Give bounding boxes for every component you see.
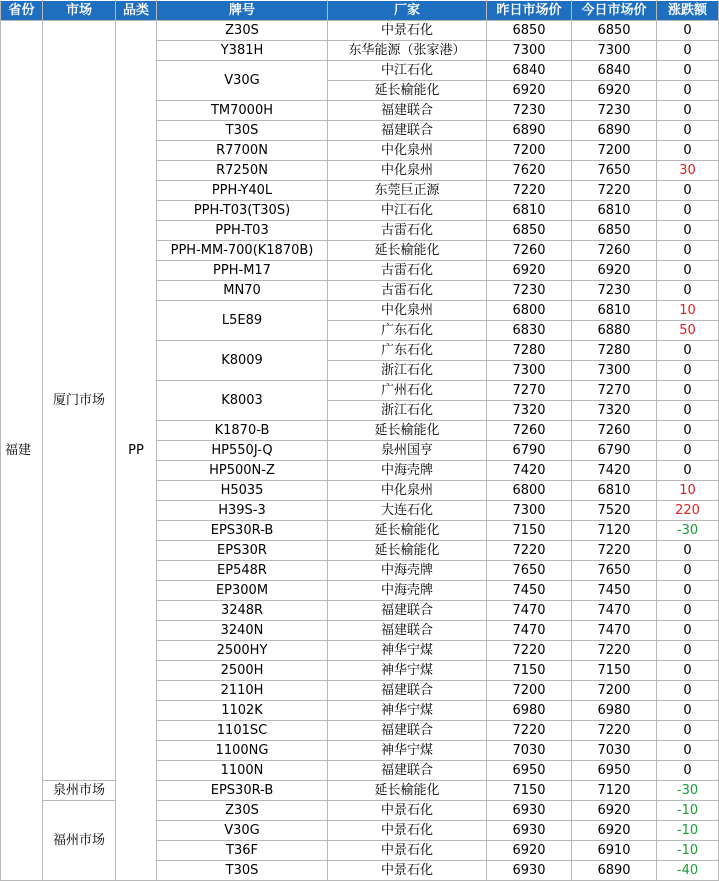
table-row	[1, 781, 719, 801]
change-cell: 0	[657, 401, 719, 421]
change-cell: 0	[657, 121, 719, 141]
grade-cell: EPS30R-B	[157, 781, 328, 801]
header-today-price: 今日市场价	[572, 1, 657, 21]
grade-cell: PPH-T03(T30S)	[157, 201, 328, 221]
grade-cell: T30S	[157, 861, 328, 881]
maker-cell: 古雷石化	[328, 221, 487, 241]
grade-cell: EPS30R-B	[157, 521, 328, 541]
today-price-cell: 7220	[572, 181, 657, 201]
grade-cell: R7250N	[157, 161, 328, 181]
maker-cell: 延长榆能化	[328, 521, 487, 541]
prev-price-cell: 6850	[487, 221, 572, 241]
change-cell: 0	[657, 381, 719, 401]
today-price-cell: 7230	[572, 101, 657, 121]
prev-price-cell: 7320	[487, 401, 572, 421]
prev-price-cell: 7300	[487, 501, 572, 521]
maker-cell: 东莞巨正源	[328, 181, 487, 201]
prev-price-cell: 7420	[487, 461, 572, 481]
change-cell: 0	[657, 21, 719, 41]
today-price-cell: 6980	[572, 701, 657, 721]
today-price-cell: 7030	[572, 741, 657, 761]
grade-cell: 2500H	[157, 661, 328, 681]
maker-cell: 福建联合	[328, 101, 487, 121]
change-cell: 0	[657, 641, 719, 661]
today-price-cell: 6920	[572, 801, 657, 821]
change-cell: 0	[657, 741, 719, 761]
today-price-cell: 6850	[572, 221, 657, 241]
maker-cell: 浙江石化	[328, 401, 487, 421]
change-cell: 30	[657, 161, 719, 181]
prev-price-cell: 6790	[487, 441, 572, 461]
today-price-cell: 7120	[572, 521, 657, 541]
header-category: 品类	[116, 1, 157, 21]
maker-cell: 中海壳牌	[328, 581, 487, 601]
maker-cell: 神华宁煤	[328, 641, 487, 661]
today-price-cell: 6840	[572, 61, 657, 81]
grade-cell: K8003	[157, 381, 328, 421]
change-cell: 10	[657, 301, 719, 321]
header-province: 省份	[1, 1, 43, 21]
prev-price-cell: 7200	[487, 141, 572, 161]
maker-cell: 福建联合	[328, 121, 487, 141]
prev-price-cell: 7650	[487, 561, 572, 581]
today-price-cell: 6910	[572, 841, 657, 861]
grade-cell: HP550J-Q	[157, 441, 328, 461]
today-price-cell: 7300	[572, 41, 657, 61]
change-cell: 0	[657, 461, 719, 481]
prev-price-cell: 7150	[487, 521, 572, 541]
grade-cell: 1100N	[157, 761, 328, 781]
prev-price-cell: 6810	[487, 201, 572, 221]
grade-cell: PPH-M17	[157, 261, 328, 281]
prev-price-cell: 7220	[487, 721, 572, 741]
today-price-cell: 6920	[572, 81, 657, 101]
change-cell: 0	[657, 181, 719, 201]
today-price-cell: 6810	[572, 481, 657, 501]
grade-cell: EP548R	[157, 561, 328, 581]
prev-price-cell: 7220	[487, 641, 572, 661]
prev-price-cell: 6930	[487, 801, 572, 821]
prev-price-cell: 7470	[487, 601, 572, 621]
grade-cell: EP300M	[157, 581, 328, 601]
header-grade: 牌号	[157, 1, 328, 21]
change-cell: 0	[657, 241, 719, 261]
change-cell: 0	[657, 721, 719, 741]
change-cell: 50	[657, 321, 719, 341]
category-cell: PP	[116, 21, 157, 881]
prev-price-cell: 6920	[487, 841, 572, 861]
maker-cell: 中海壳牌	[328, 461, 487, 481]
change-cell: 0	[657, 201, 719, 221]
change-cell: 0	[657, 601, 719, 621]
grade-cell: 3248R	[157, 601, 328, 621]
maker-cell: 中江石化	[328, 201, 487, 221]
today-price-cell: 6890	[572, 861, 657, 881]
prev-price-cell: 7450	[487, 581, 572, 601]
table-row	[1, 21, 719, 41]
prev-price-cell: 6930	[487, 821, 572, 841]
header-row	[1, 1, 719, 21]
maker-cell: 延长榆能化	[328, 241, 487, 261]
today-price-cell: 6790	[572, 441, 657, 461]
maker-cell: 延长榆能化	[328, 781, 487, 801]
maker-cell: 中化泉州	[328, 481, 487, 501]
maker-cell: 东华能源（张家港）	[328, 41, 487, 61]
grade-cell: PPH-T03	[157, 221, 328, 241]
grade-cell: T36F	[157, 841, 328, 861]
change-cell: -10	[657, 821, 719, 841]
header-change: 涨跌额	[657, 1, 719, 21]
maker-cell: 中景石化	[328, 821, 487, 841]
maker-cell: 中化泉州	[328, 301, 487, 321]
today-price-cell: 7200	[572, 141, 657, 161]
change-cell: 0	[657, 141, 719, 161]
today-price-cell: 7260	[572, 421, 657, 441]
change-cell: 0	[657, 441, 719, 461]
grade-cell: V30G	[157, 61, 328, 101]
today-price-cell: 7220	[572, 541, 657, 561]
prev-price-cell: 6920	[487, 81, 572, 101]
prev-price-cell: 6800	[487, 301, 572, 321]
maker-cell: 中化泉州	[328, 141, 487, 161]
grade-cell: 2110H	[157, 681, 328, 701]
maker-cell: 神华宁煤	[328, 701, 487, 721]
prev-price-cell: 7150	[487, 661, 572, 681]
grade-cell: T30S	[157, 121, 328, 141]
prev-price-cell: 7260	[487, 241, 572, 261]
today-price-cell: 7280	[572, 341, 657, 361]
today-price-cell: 7650	[572, 161, 657, 181]
today-price-cell: 6920	[572, 261, 657, 281]
maker-cell: 延长榆能化	[328, 541, 487, 561]
maker-cell: 中景石化	[328, 21, 487, 41]
today-price-cell: 6920	[572, 821, 657, 841]
today-price-cell: 7220	[572, 641, 657, 661]
change-cell: 0	[657, 281, 719, 301]
header-prev-price: 昨日市场价	[487, 1, 572, 21]
today-price-cell: 7260	[572, 241, 657, 261]
change-cell: 0	[657, 81, 719, 101]
grade-cell: V30G	[157, 821, 328, 841]
maker-cell: 古雷石化	[328, 281, 487, 301]
grade-cell: R7700N	[157, 141, 328, 161]
maker-cell: 神华宁煤	[328, 661, 487, 681]
change-cell: -10	[657, 841, 719, 861]
today-price-cell: 6810	[572, 301, 657, 321]
prev-price-cell: 7230	[487, 281, 572, 301]
prev-price-cell: 7300	[487, 41, 572, 61]
prev-price-cell: 7620	[487, 161, 572, 181]
grade-cell: 2500HY	[157, 641, 328, 661]
change-cell: 0	[657, 681, 719, 701]
today-price-cell: 6850	[572, 21, 657, 41]
today-price-cell: 7120	[572, 781, 657, 801]
prev-price-cell: 6830	[487, 321, 572, 341]
today-price-cell: 6810	[572, 201, 657, 221]
table-row	[1, 801, 719, 821]
grade-cell: H5035	[157, 481, 328, 501]
change-cell: 0	[657, 341, 719, 361]
maker-cell: 延长榆能化	[328, 421, 487, 441]
change-cell: -30	[657, 781, 719, 801]
today-price-cell: 7470	[572, 621, 657, 641]
maker-cell: 古雷石化	[328, 261, 487, 281]
header-market: 市场	[43, 1, 116, 21]
change-cell: 0	[657, 561, 719, 581]
maker-cell: 大连石化	[328, 501, 487, 521]
maker-cell: 福建联合	[328, 761, 487, 781]
change-cell: 0	[657, 701, 719, 721]
change-cell: -30	[657, 521, 719, 541]
prev-price-cell: 6840	[487, 61, 572, 81]
grade-cell: Z30S	[157, 801, 328, 821]
prev-price-cell: 7470	[487, 621, 572, 641]
today-price-cell: 6890	[572, 121, 657, 141]
maker-cell: 中江石化	[328, 61, 487, 81]
grade-cell: TM7000H	[157, 101, 328, 121]
prev-price-cell: 6980	[487, 701, 572, 721]
change-cell: 0	[657, 61, 719, 81]
prev-price-cell: 7230	[487, 101, 572, 121]
prev-price-cell: 7300	[487, 361, 572, 381]
today-price-cell: 7230	[572, 281, 657, 301]
market-fuzhou: 福州市场	[43, 801, 116, 881]
prev-price-cell: 7260	[487, 421, 572, 441]
maker-cell: 广州石化	[328, 381, 487, 401]
maker-cell: 中景石化	[328, 861, 487, 881]
change-cell: 0	[657, 101, 719, 121]
maker-cell: 福建联合	[328, 721, 487, 741]
prev-price-cell: 6890	[487, 121, 572, 141]
maker-cell: 中海壳牌	[328, 561, 487, 581]
today-price-cell: 7470	[572, 601, 657, 621]
maker-cell: 中景石化	[328, 801, 487, 821]
maker-cell: 福建联合	[328, 621, 487, 641]
today-price-cell: 6950	[572, 761, 657, 781]
prev-price-cell: 7030	[487, 741, 572, 761]
prev-price-cell: 6850	[487, 21, 572, 41]
grade-cell: 1101SC	[157, 721, 328, 741]
maker-cell: 中景石化	[328, 841, 487, 861]
header-maker: 厂家	[328, 1, 487, 21]
grade-cell: Z30S	[157, 21, 328, 41]
today-price-cell: 7150	[572, 661, 657, 681]
maker-cell: 广东石化	[328, 321, 487, 341]
today-price-cell: 7320	[572, 401, 657, 421]
grade-cell: 1102K	[157, 701, 328, 721]
prev-price-cell: 7270	[487, 381, 572, 401]
change-cell: 0	[657, 421, 719, 441]
grade-cell: 3240N	[157, 621, 328, 641]
change-cell: 0	[657, 761, 719, 781]
grade-cell: 1100NG	[157, 741, 328, 761]
maker-cell: 福建联合	[328, 601, 487, 621]
grade-cell: MN70	[157, 281, 328, 301]
today-price-cell: 7420	[572, 461, 657, 481]
change-cell: 10	[657, 481, 719, 501]
today-price-cell: 7270	[572, 381, 657, 401]
province-cell: 福建	[1, 21, 43, 881]
grade-cell: K8009	[157, 341, 328, 381]
today-price-cell: 7520	[572, 501, 657, 521]
change-cell: 0	[657, 661, 719, 681]
table-body	[1, 21, 719, 881]
grade-cell: EPS30R	[157, 541, 328, 561]
grade-cell: H39S-3	[157, 501, 328, 521]
market-xiamen: 厦门市场	[43, 21, 116, 781]
change-cell: 220	[657, 501, 719, 521]
market-quanzhou: 泉州市场	[43, 781, 116, 801]
change-cell: 0	[657, 41, 719, 61]
change-cell: 0	[657, 581, 719, 601]
grade-cell: HP500N-Z	[157, 461, 328, 481]
change-cell: 0	[657, 621, 719, 641]
prev-price-cell: 6920	[487, 261, 572, 281]
prev-price-cell: 7150	[487, 781, 572, 801]
prev-price-cell: 7220	[487, 541, 572, 561]
grade-cell: Y381H	[157, 41, 328, 61]
today-price-cell: 7200	[572, 681, 657, 701]
maker-cell: 广东石化	[328, 341, 487, 361]
change-cell: 0	[657, 361, 719, 381]
grade-cell: K1870-B	[157, 421, 328, 441]
today-price-cell: 7220	[572, 721, 657, 741]
maker-cell: 泉州国亨	[328, 441, 487, 461]
prev-price-cell: 6950	[487, 761, 572, 781]
change-cell: 0	[657, 541, 719, 561]
today-price-cell: 7450	[572, 581, 657, 601]
today-price-cell: 7300	[572, 361, 657, 381]
change-cell: 0	[657, 221, 719, 241]
prev-price-cell: 7220	[487, 181, 572, 201]
grade-cell: PPH-MM-700(K1870B)	[157, 241, 328, 261]
prev-price-cell: 7280	[487, 341, 572, 361]
today-price-cell: 7650	[572, 561, 657, 581]
change-cell: -10	[657, 801, 719, 821]
today-price-cell: 6880	[572, 321, 657, 341]
prev-price-cell: 6800	[487, 481, 572, 501]
maker-cell: 中化泉州	[328, 161, 487, 181]
maker-cell: 浙江石化	[328, 361, 487, 381]
grade-cell: L5E89	[157, 301, 328, 341]
grade-cell: PPH-Y40L	[157, 181, 328, 201]
maker-cell: 延长榆能化	[328, 81, 487, 101]
change-cell: -40	[657, 861, 719, 881]
prev-price-cell: 6930	[487, 861, 572, 881]
change-cell: 0	[657, 261, 719, 281]
maker-cell: 神华宁煤	[328, 741, 487, 761]
maker-cell: 福建联合	[328, 681, 487, 701]
prev-price-cell: 7200	[487, 681, 572, 701]
